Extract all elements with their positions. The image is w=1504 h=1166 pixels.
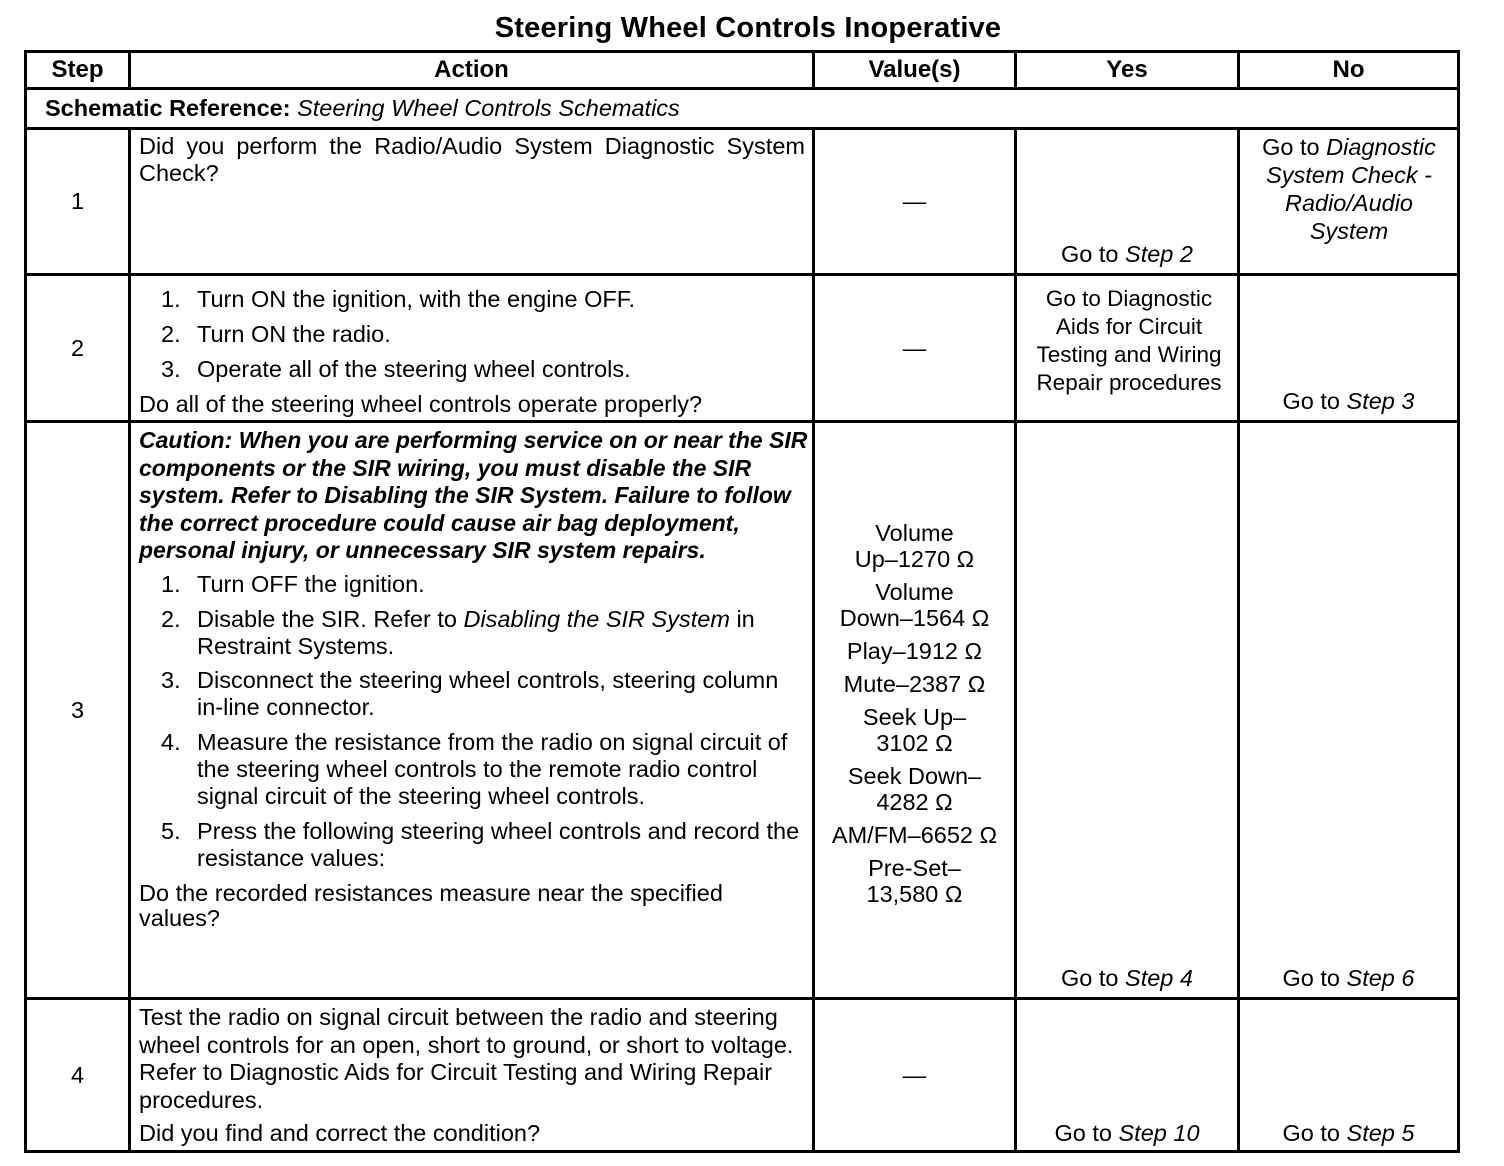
yes-action [1017, 241, 1237, 268]
no-step-link[interactable]: Step 6 [1346, 965, 1415, 991]
resistance-value: Seek Down– 4282 Ω [847, 763, 982, 815]
no-action [1249, 133, 1449, 245]
col-divider [1014, 130, 1017, 1150]
value-dash: — [902, 334, 927, 361]
resistance-value: Play–1912 Ω [846, 638, 983, 664]
header-yes: Yes [1106, 56, 1148, 83]
schematic-divider [27, 127, 1457, 130]
yes-action [1017, 965, 1237, 992]
list-item: 1. Turn ON the ignition, with the engine OFF. [161, 286, 636, 312]
row3-divider [27, 997, 1457, 1000]
value-cell [815, 1000, 1014, 1150]
yes-prefix: Go to [1061, 241, 1119, 267]
value-cell [815, 276, 1014, 420]
yes-prefix: Go to [1061, 965, 1119, 991]
list-item: 2. Turn ON the radio. [161, 321, 391, 347]
yes-step-link[interactable]: Step 2 [1125, 241, 1193, 267]
resistance-value: Seek Up– 3102 Ω [862, 704, 967, 756]
list-item: 4. Measure the resistance from the radio on signal circuit of the steering wheel controls to the remote radio control signal circuit of the steering wheel controls. [161, 728, 788, 809]
header-no: No [1332, 56, 1365, 83]
step-number: 1 [70, 188, 85, 214]
value-dash: — [902, 1061, 927, 1088]
page-title: Steering Wheel Controls Inoperative [494, 12, 1002, 44]
no-prefix: Go to [1282, 388, 1340, 414]
step-number: 2 [70, 334, 85, 361]
resistance-value: Volume Down–1564 Ω [839, 579, 990, 631]
no-prefix: Go to [1282, 965, 1340, 991]
yes-step-link[interactable]: Step 4 [1125, 965, 1193, 991]
value-cell [815, 130, 1014, 273]
col-divider [1237, 130, 1240, 1150]
step-actions [139, 427, 809, 931]
schematic-label: Schematic Reference: [45, 95, 291, 121]
no-action [1240, 388, 1457, 415]
yes-action[interactable]: Go to Diagnostic Aids for Circuit Testing and Wiring Repair procedures [1036, 286, 1222, 395]
step-actions [139, 282, 805, 422]
resistance-value: AM/FM–6652 Ω [831, 822, 998, 848]
no-diagnostic-link[interactable]: Diagnostic System Check - Radio/Audio System [1266, 134, 1436, 244]
header-step: Step [51, 56, 104, 83]
list-item: 2. Disable the SIR. Refer to Disabling the SIR System in Restraint Systems. [161, 605, 755, 659]
list-item: 3. Operate all of the steering wheel controls. [161, 356, 631, 382]
no-prefix: Go to [1282, 1120, 1340, 1146]
step-number: 4 [70, 1061, 85, 1088]
no-step-link[interactable]: Step 5 [1346, 1120, 1415, 1146]
header-action: Action [434, 56, 509, 83]
diagnostic-table [24, 50, 1460, 1153]
schematic-link[interactable]: Steering Wheel Controls Schematics [297, 95, 680, 121]
resistance-value: Volume Up–1270 Ω [854, 520, 975, 572]
yes-prefix: Go to [1054, 1120, 1112, 1146]
schematic-reference [45, 90, 1445, 127]
step-number: 3 [70, 696, 85, 723]
value-dash: — [902, 188, 927, 214]
col-divider [128, 130, 131, 1150]
step-question: Did you find and correct the condition? [139, 1120, 541, 1146]
step-text: Test the radio on signal circuit between the radio and steering wheel controls for an open, short to ground, or short to voltage. Refer to Diagnostic Aids for Circuit Testing and Wiring Repair procedures. [139, 1004, 794, 1113]
list-item: 5. Press the following steering wheel controls and record the resistance values: [161, 817, 800, 871]
resistance-value: Mute–2387 Ω [843, 671, 986, 697]
resistance-value: Pre-Set– 13,580 Ω [866, 855, 963, 907]
step-question: Do the recorded resistances measure near the specified values? [139, 879, 723, 931]
row1-divider [27, 273, 1457, 276]
no-prefix: Go to [1262, 134, 1320, 160]
no-step-link[interactable]: Step 3 [1346, 388, 1415, 414]
caution-text: Caution: When you are performing service on or near the SIR components or the SIR wiring, you must disable the SIR system. Refer to Disabling the SIR System. Failure to follow the correct procedure could cause air bag deployment, personal injury, or unnecessary SIR system repairs. [139, 427, 808, 563]
resistance-values [815, 520, 1014, 907]
step-actions [139, 1004, 794, 1147]
list-item: 3. Disconnect the steering wheel controls, steering column in-line connector. [161, 666, 779, 720]
yes-step-link[interactable]: Step 10 [1118, 1120, 1200, 1146]
step-question: Do all of the steering wheel controls operate properly? [139, 391, 703, 417]
sir-disable-link[interactable]: Disabling the SIR System [463, 605, 730, 632]
yes-action [1017, 1120, 1237, 1147]
list-item: 1. Turn OFF the ignition. [161, 570, 425, 597]
no-action [1240, 965, 1457, 992]
no-action [1240, 1120, 1457, 1147]
step-question: Did you perform the Radio/Audio System Diagnostic System Check? [139, 133, 805, 186]
header-values: Value(s) [868, 56, 961, 83]
